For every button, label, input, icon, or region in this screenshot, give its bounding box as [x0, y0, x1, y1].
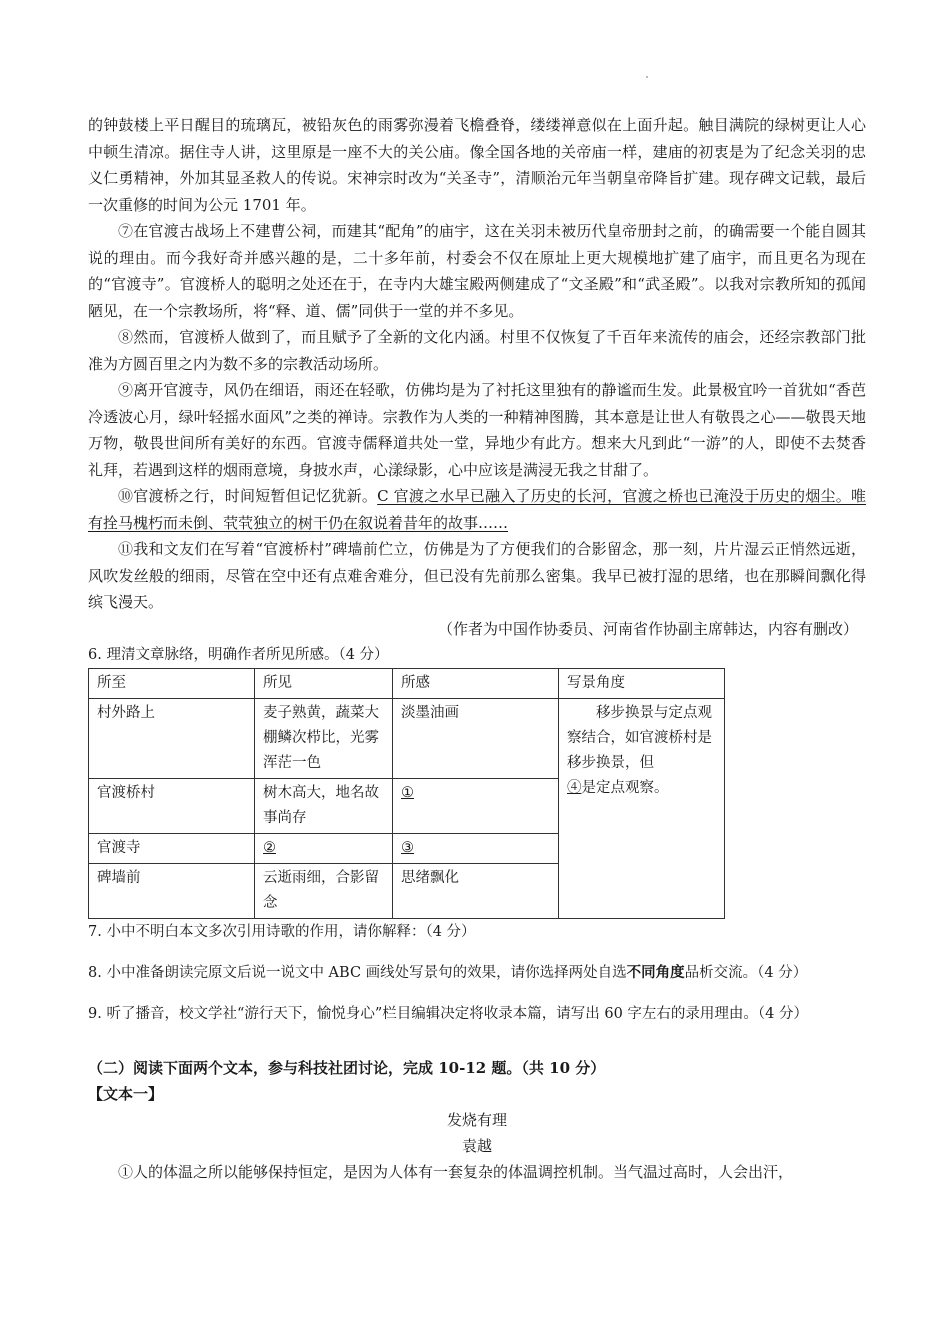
question-8 [88, 960, 866, 986]
question-8-text-a: 8. 小中准备朗读完原文后说一说文中 ABC 画线处写景句的效果，请你选择两处自选 [88, 964, 627, 981]
section-2-heading: （二）阅读下面两个文本，参与科技社团讨论，完成 10-12 题。（共 10 分） [88, 1058, 606, 1077]
article-author: 袁越 [461, 1136, 492, 1155]
table-cell [393, 833, 559, 863]
table-cell: 村外路上 [89, 698, 255, 778]
angle-cell [559, 698, 725, 918]
table-header-cell: 所至 [89, 668, 255, 698]
table-cell: 官渡桥村 [89, 778, 255, 833]
paragraph-continued: 的钟鼓楼上平日醒目的琉璃瓦，被铅灰色的雨雾弥漫着飞檐叠脊，缕缕禅意似在上面升起。触目满院的绿树更让人心中顿生清凉。据住寺人讲，这里原是一座不大的关公庙。像全国各地的关帝庙一样，建庙的初衷是为了纪念关羽的忠义仁勇精神，外加其显圣救人的传说。宋神宗时改为“关圣寺”，清顺治元年当朝皇帝降旨扩建。现存碑文记载，最后一次重修的时间为公元 1701 年。 [88, 116, 866, 214]
table-header-cell: 写景角度 [559, 668, 725, 698]
angle-text-a: 移步换景与定点观察结合，如官渡桥村是移步换景，但 [567, 704, 712, 771]
table-cell: 官渡寺 [89, 833, 255, 863]
paragraph-8: ⑧然而，官渡桥人做到了，而且赋予了全新的文化内涵。村里不仅恢复了千百年来流传的庙会，还经宗教部门批准为方圆百里之内为数不多的宗教活动场所。 [88, 328, 866, 373]
article-title: 发烧有理 [446, 1110, 507, 1129]
table-cell: 淡墨油画 [393, 698, 559, 778]
blank-1[interactable]: ① [401, 784, 414, 801]
table-header-cell: 所见 [255, 668, 393, 698]
paragraph-7: ⑦在官渡古战场上不建曹公祠，而建其“配角”的庙宇，这在关羽未被历代皇帝册封之前，的确需要一个能自圆其说的理由。而今我好奇并感兴趣的是，二十多年前，村委会不仅在原址上更大规模地扩建了庙宇，而且更名为现在的“官渡寺”。官渡桥人的聪明之处还在于，在寺内大雄宝殿两侧建成了“文圣殿”和“武圣殿”。以我对宗教所知的孤闻陋见，在一个宗教场所，将“释、道、儒”同供于一堂的并不多见。 [88, 222, 866, 320]
paragraph-10-lead: ⑩官渡桥之行，时间短暂但记忆犹新。 [118, 487, 378, 505]
table-cell: 思绪飘化 [393, 863, 559, 918]
scan-dot [646, 76, 648, 78]
question-7: 7. 小中不明白本文多次引用诗歌的作用，请你解释：（4 分） [88, 923, 476, 940]
document-page [88, 112, 866, 1185]
table-cell: 云逝雨细，合影留念 [255, 863, 393, 918]
question-6: 6. 理清文章脉络，明确作者所见所感。（4 分） [88, 646, 389, 663]
table-cell [393, 778, 559, 833]
table-cell [255, 833, 393, 863]
question-9: 9. 听了播音，校文学社“游行天下，愉悦身心”栏目编辑决定将收录本篇，请写出 60 字左右的录用理由。（4 分） [88, 1005, 809, 1022]
blank-3[interactable]: ③ [401, 839, 414, 856]
table-cell: 麦子熟黄，蔬菜大棚鳞次栉比，光雾浑茫一色 [255, 698, 393, 778]
paragraph-11: ⑪我和文友们在写着“官渡桥村”碑墙前伫立，仿佛是为了方便我们的合影留念，那一刻，片片湿云正悄然远逝，风吹发丝般的细雨，尽管在空中还有点难舍难分，但已没有先前那么密集。我早已被打湿的思绪，也在那瞬间飘化得缤飞漫天。 [88, 540, 866, 611]
table-cell: 树木高大，地名故事尚存 [255, 778, 393, 833]
angle-text-b: 是定点观察。 [581, 779, 669, 796]
analysis-table [88, 668, 725, 919]
blank-2[interactable]: ② [263, 839, 276, 856]
table-header-cell: 所感 [393, 668, 559, 698]
table-header-row [89, 668, 725, 698]
blank-4[interactable]: ④ [567, 779, 582, 796]
table-cell: 碑墙前 [89, 863, 255, 918]
paragraph-10 [88, 483, 866, 536]
question-8-text-b: 品析交流。（4 分） [684, 964, 808, 981]
paragraph-9: ⑨离开官渡寺，风仍在细语，雨还在轻歌，仿佛均是为了衬托这里独有的静谧而生发。此景极宜吟一首犹如“香芭冷透波心月，绿叶轻摇水面风”之类的禅诗。宗教作为人类的一种精神图腾，其本意是让世人有敬畏之心——敬畏天地万物，敬畏世间所有美好的东西。官渡寺儒释道共处一堂，异地少有此方。想来大凡到此“一游”的人，即使不去焚香礼拜，若遇到这样的烟雨意境，身披水声，心漾绿影，心中应该是满浸无我之甘甜了。 [88, 381, 866, 479]
paragraph-1: ①人的体温之所以能够保持恒定，是因为人体有一套复杂的体温调控机制。当气温过高时，人会出汗， [118, 1162, 794, 1181]
text-one-label: 【文本一】 [88, 1084, 164, 1103]
question-8-emphasis: 不同角度 [626, 963, 685, 981]
table-row [89, 698, 725, 778]
underlined-sentence-c: C 官渡之水早已融入了历史的长河，官渡之桥也已淹没于历史的烟尘。唯有拴马槐朽而未倒、茕茕独立的树干仍在叙说着昔年的故事…… [88, 487, 866, 532]
source-note: （作者为中国作协委员、河南省作协副主席韩达，内容有删改） [437, 619, 858, 638]
